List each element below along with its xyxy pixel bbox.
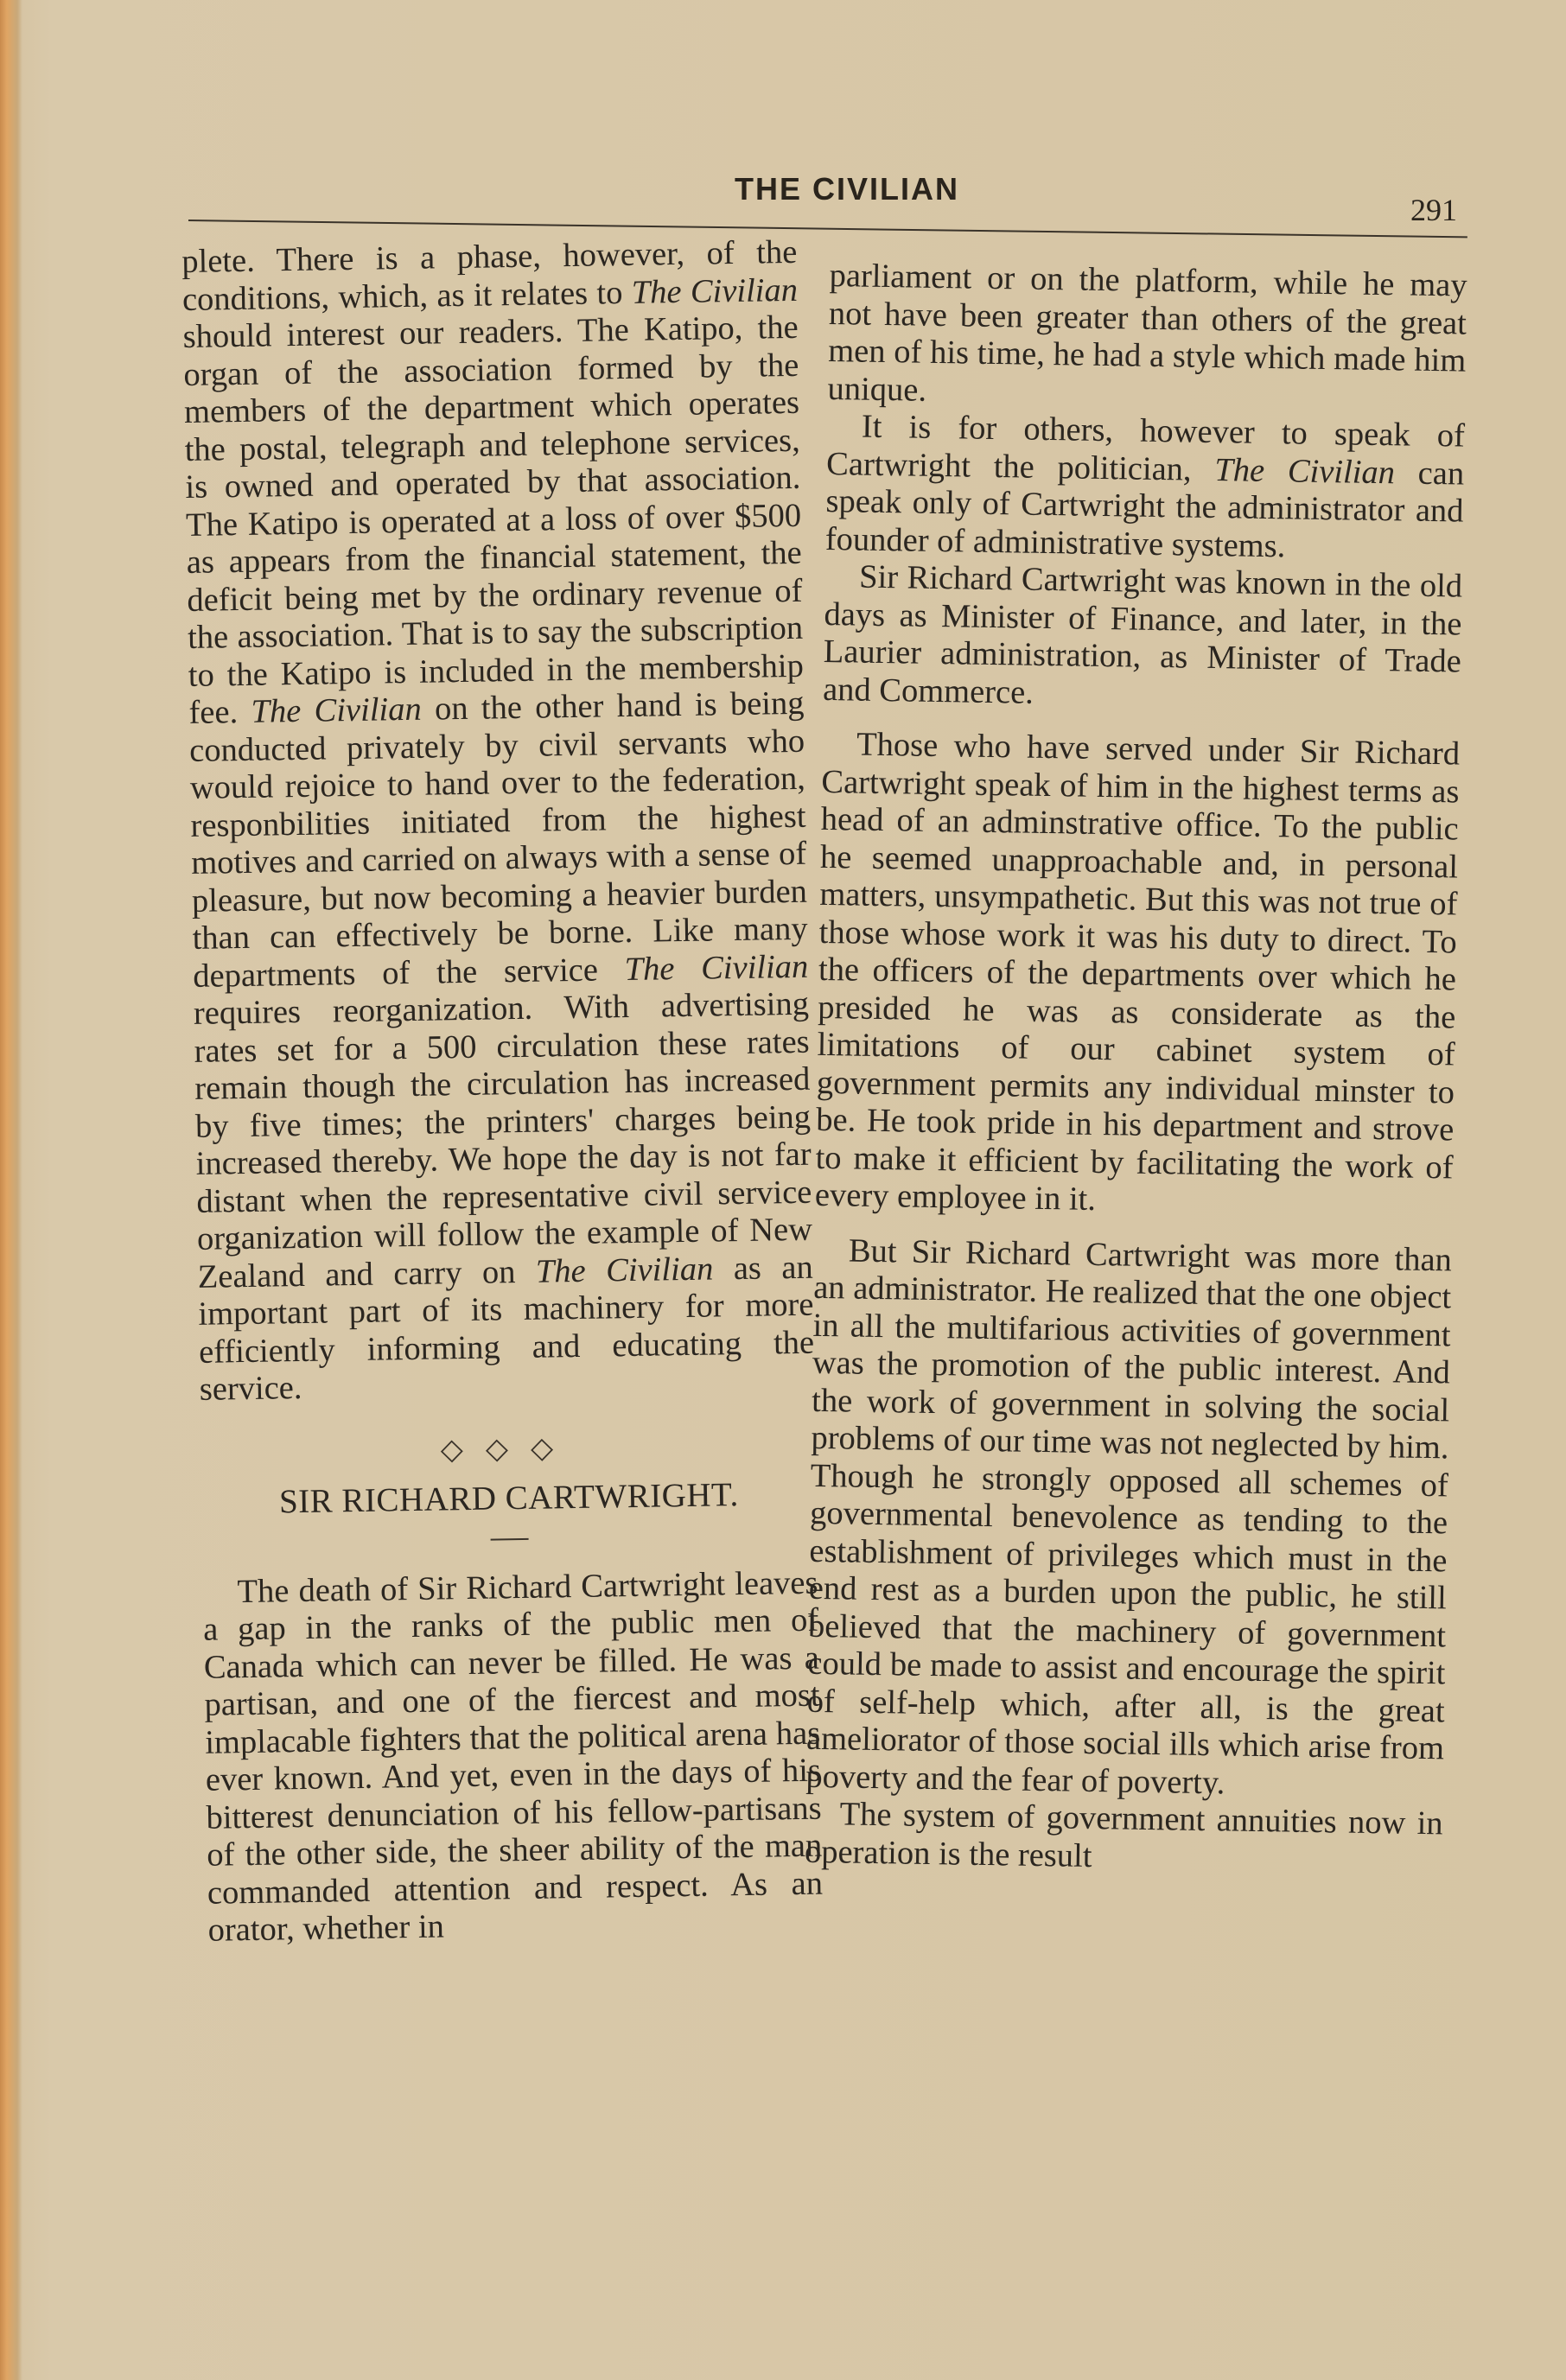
text-span: on the other hand is being conducted privately by civil servants who would rejoice to hand over to the federation, responbilities initiated from the highest motives and carried on always with a sense of pleasure, but now becoming a heavier burden than can effectively be borne. Like many departments of the service <box>188 684 808 995</box>
text-span: requires reorganization. With advertising rates set for a 500 circulation these rates remain though the circulation has increased by five times; the printers' charges being increased thereby. We hope the day is not far distant when the representative civil service organization will follow the example of New Zealand and carry on <box>193 985 813 1295</box>
header-rule <box>188 220 1467 238</box>
left-paragraph-continued <box>181 234 815 1410</box>
right-paragraph-4: Those who have served under Sir Richard Cartwright speak of him in the highest terms as head of an adminstrative office. To the public he seemed unapproachable and, in personal matters, unsympathetic. But this was not true of those whose work it was his duty to direct. To the officers of the departments over which he presided he was as considerate as the limitations of our cabinet system of government permits any individual minster to be. He took pride in his department and strove to make it efficient by facilitating the work of every employee in it. <box>814 726 1461 1218</box>
text-span: can speak only of Cartwright the administrator and founder of administrative systems. <box>824 454 1465 564</box>
publication-name: The Civilian <box>251 690 422 730</box>
right-column <box>805 258 1467 1880</box>
publication-name: The Civilian <box>624 948 809 988</box>
publication-name: The Civilian <box>535 1250 714 1290</box>
publication-name: The Civilian <box>631 271 799 311</box>
right-paragraph-1: parliament or on the platform, while he may not have been greater than others of the great men of his time, he had a style which made him unique. <box>827 258 1467 409</box>
right-paragraph-2 <box>825 408 1466 569</box>
text-span: should interest our readers. The Katipo, the organ of the association formed by the members of the department which operates the postal, telegraph and telephone services, is owned and operated by that association. The Katipo is operated at a loss of over $500 as appears from the financial statement, the deficit being met by the ordinary revenue of the association. That is to say the subscription to the Katipo is included in the membership fee. <box>182 309 805 731</box>
left-column <box>181 234 824 1950</box>
heading-dash <box>491 1537 529 1540</box>
text-span: It is for others, however to speak of Cartwright the politician, <box>825 408 1466 488</box>
obituary-paragraph-1: The death of Sir Richard Cartwright leaves a gap in the ranks of the public men of Canada which can never be filled. He was a partisan, and one of the fiercest and most implacable fighters that the political arena has ever known. And yet, even in the days of his bitterest denunciation of his fellow-partisans of the other side, the sheer ability of the man commanded attention and respect. As an orator, whether in <box>202 1564 824 1949</box>
section-title: SIR RICHARD CARTWRIGHT. <box>278 1476 739 1521</box>
section-ornament: ◇◇◇ <box>440 1431 576 1466</box>
text-span: plete. There is a phase, however, of the conditions, which, as it relates to <box>181 233 798 318</box>
running-title: THE CIVILIAN <box>734 171 959 207</box>
right-paragraph-5: But Sir Richard Cartwright was more than an administrator. He realized that the one object in all the multifarious activities of government was the promotion of the public interest. And the work of government in solving the social problems of our time was not neglected by him. Though he strongly opposed all schemes of governmental benevolence as tending to the establishment of privileges which must in the end rest as a burden upon the public, he still believed that the machinery of government could be made to assist and encourage the spirit of self-help which, after all, is the great ameliorator of those social ills which arise from poverty and the fear of poverty. <box>805 1231 1453 1801</box>
publication-name: The Civilian <box>1214 451 1396 491</box>
page-number: 291 <box>1410 193 1457 227</box>
binding-edge <box>0 0 22 2380</box>
right-paragraph-3: Sir Richard Cartwright was known in the old days as Minister of Finance, and later, in the Laurier administration, as Minister of Trade and Commerce. <box>822 558 1463 711</box>
text-span: as an important part of its machinery for more efficiently informing and educating the service. <box>198 1249 815 1408</box>
right-paragraph-6: The system of government annuities now in operation is the result <box>804 1796 1443 1874</box>
